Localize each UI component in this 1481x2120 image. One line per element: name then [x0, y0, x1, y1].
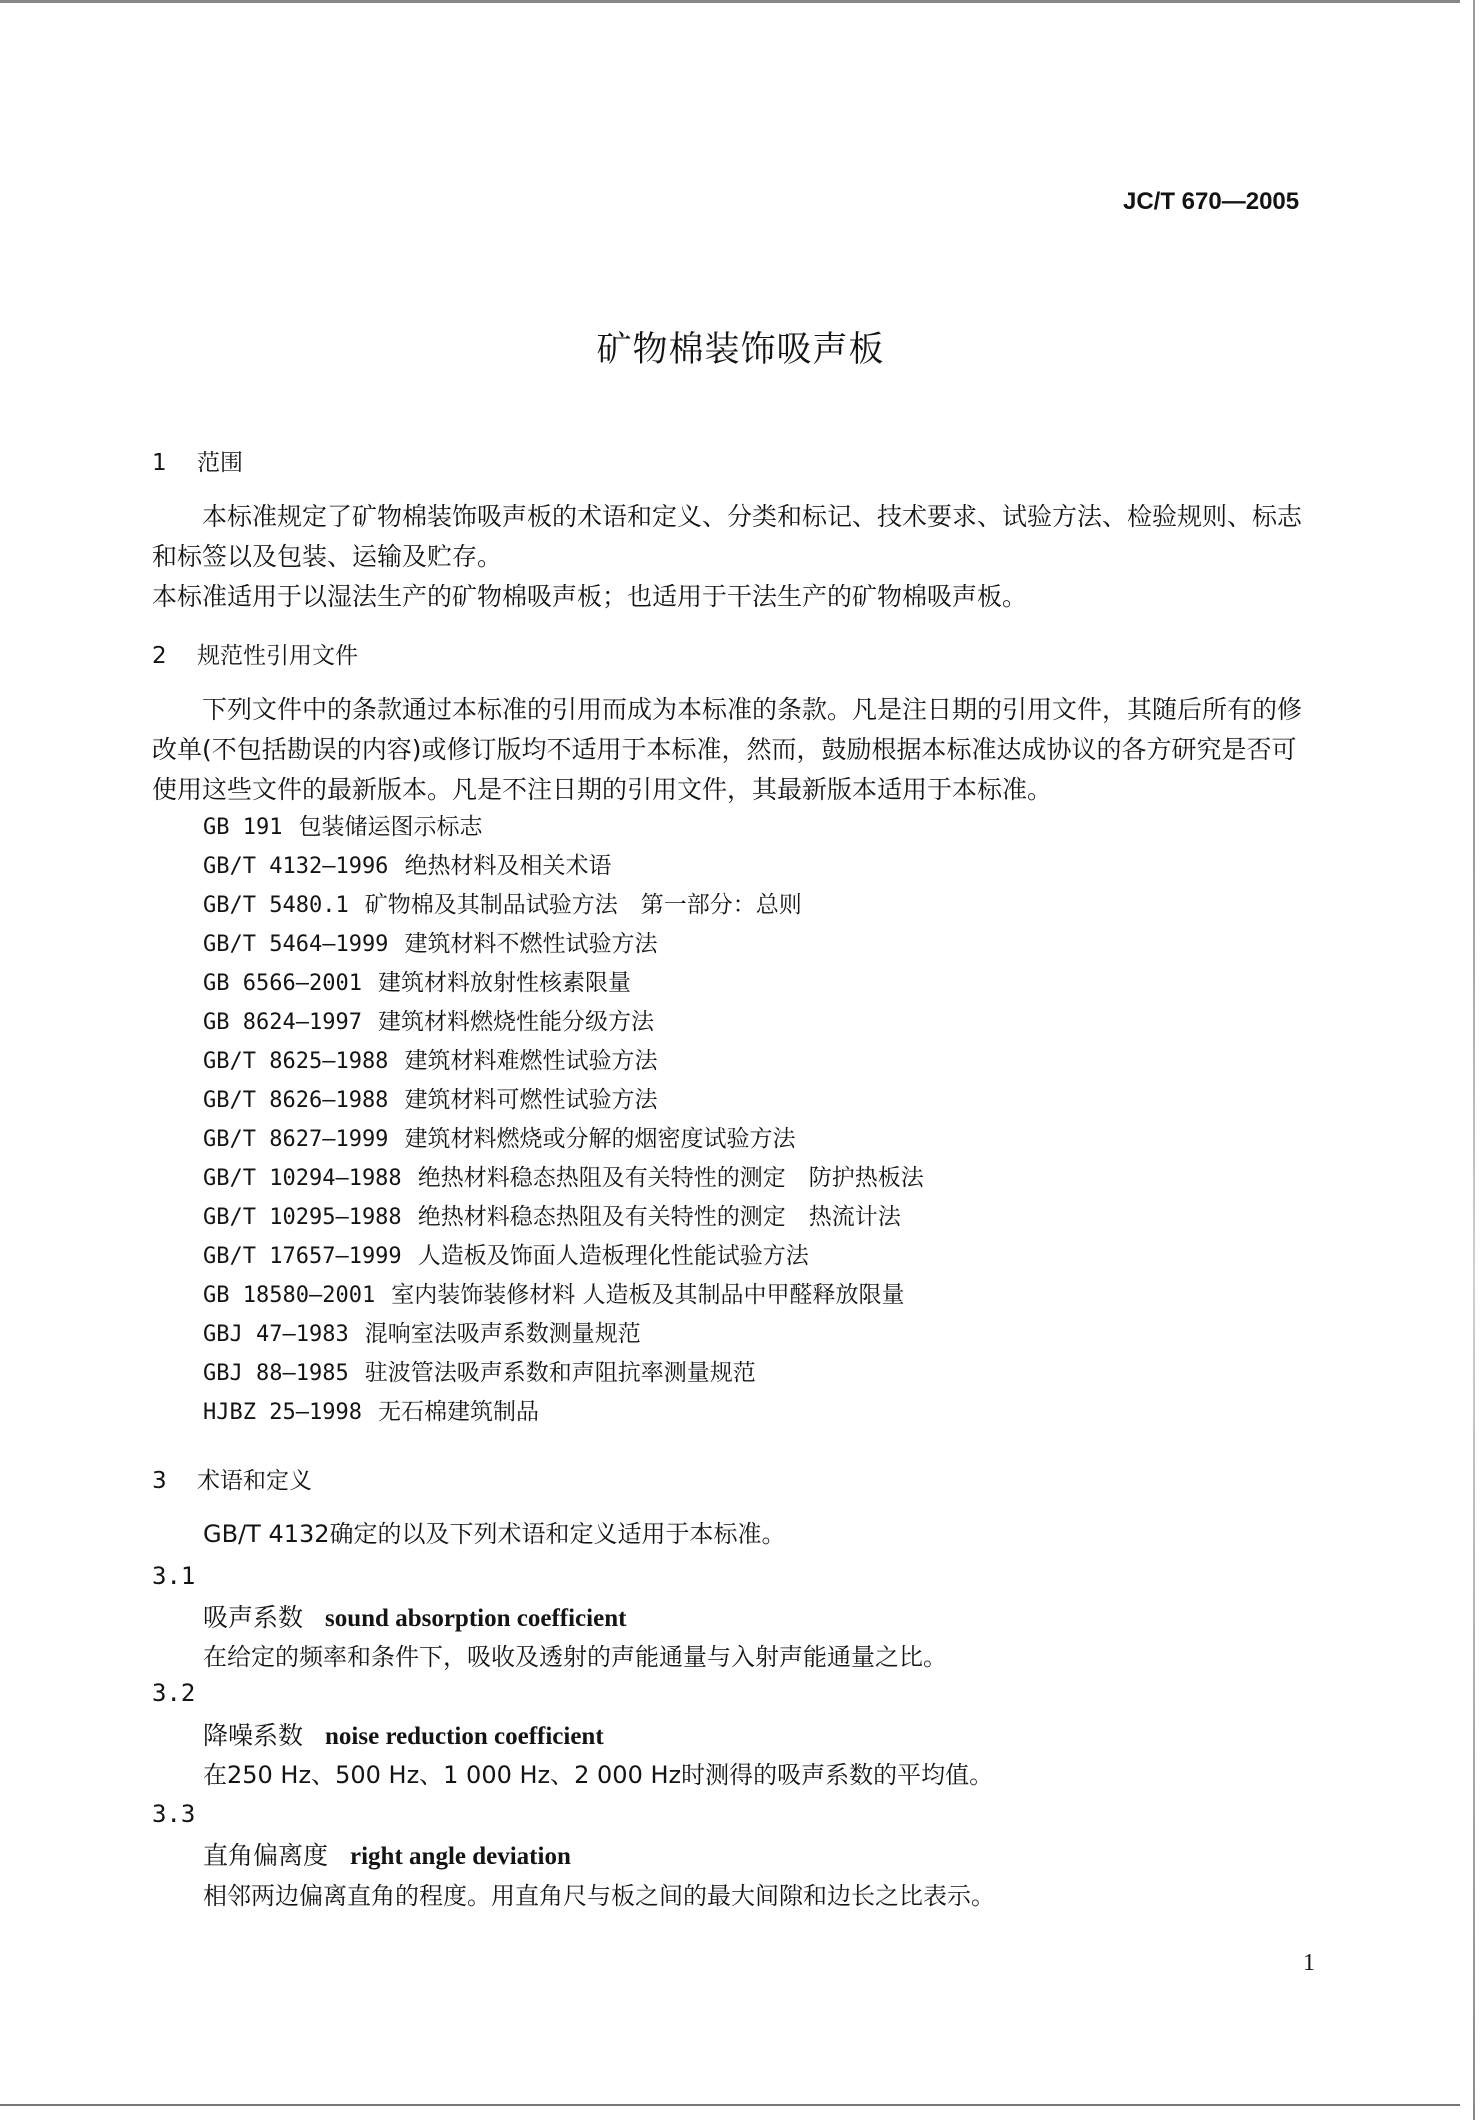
section-number: 3: [152, 1468, 167, 1494]
term-zh: 降噪系数: [203, 1721, 304, 1750]
reference-item: GB 191 包装储运图示标志: [203, 814, 483, 840]
section-title: 范围: [197, 450, 243, 476]
reference-item: GB 18580—2001 室内装饰装修材料 人造板及其制品中甲醛释放限量: [203, 1282, 905, 1308]
reference-item: GB/T 17657—1999 人造板及饰面人造板理化性能试验方法: [203, 1243, 809, 1269]
terms-intro: GB/T 4132确定的以及下列术语和定义适用于本标准。: [203, 1520, 786, 1548]
term-number: 3.1: [152, 1562, 196, 1590]
reference-item: GBJ 88—1985 驻波管法吸声系数和声阻抗率测量规范: [203, 1360, 756, 1386]
section-number: 1: [152, 450, 167, 476]
term-zh: 直角偏离度: [203, 1841, 329, 1870]
section-heading-normative: [152, 637, 358, 670]
reference-item: GB/T 5464—1999 建筑材料不燃性试验方法: [203, 931, 658, 957]
term-definition: 在给定的频率和条件下，吸收及透射的声能通量与入射声能通量之比。: [203, 1643, 947, 1671]
scope-paragraph-2: 本标准适用于以湿法生产的矿物棉吸声板；也适用于干法生产的矿物棉吸声板。: [152, 582, 1028, 611]
term-definition: 在250 Hz、500 Hz、1 000 Hz、2 000 Hz时测得的吸声系数的平均值。: [203, 1761, 994, 1789]
term-en: sound absorption coefficient: [325, 1605, 627, 1632]
document-code: JC/T 670—2005: [1123, 188, 1300, 215]
reference-item: GB/T 4132—1996 绝热材料及相关术语: [203, 853, 612, 879]
reference-item: GB/T 8625—1988 建筑材料难燃性试验方法: [203, 1048, 658, 1074]
term-heading: [203, 1598, 626, 1634]
reference-item: HJBZ 25—1998 无石棉建筑制品: [203, 1399, 539, 1425]
reference-item: GB/T 5480.1 矿物棉及其制品试验方法 第一部分：总则: [203, 892, 802, 918]
reference-item: GB 8624—1997 建筑材料燃烧性能分级方法: [203, 1009, 654, 1035]
right-edge-rule: [1473, 0, 1475, 2120]
term-heading: [203, 1836, 571, 1872]
scope-paragraph-1: 本标准规定了矿物棉装饰吸声板的术语和定义、分类和标记、技术要求、试验方法、检验规则、标志和标签以及包装、运输及贮存。: [152, 502, 1303, 571]
reference-item: GB/T 10294—1988 绝热材料稳态热阻及有关特性的测定 防护热板法: [203, 1165, 924, 1191]
normative-intro: 下列文件中的条款通过本标准的引用而成为本标准的条款。凡是注日期的引用文件，其随后所有的修改单(不包括勘误的内容)或修订版均不适用于本标准，然而，鼓励根据本标准达成协议的各方研究是否可使用这些文件的最新版本。凡是不注日期的引用文件，其最新版本适用于本标准。: [152, 695, 1303, 804]
term-zh: 吸声系数: [203, 1603, 304, 1632]
term-heading: [203, 1716, 604, 1752]
term-number: 3.2: [152, 1679, 196, 1707]
term-definition: 相邻两边偏离直角的程度。用直角尺与板之间的最大间隙和边长之比表示。: [203, 1882, 995, 1910]
section-title: 术语和定义: [197, 1468, 312, 1494]
page-number: 1: [1303, 1950, 1315, 1976]
reference-item: GB/T 8627—1999 建筑材料燃烧或分解的烟密度试验方法: [203, 1126, 796, 1152]
document-title: 矿物棉装饰吸声板: [596, 330, 885, 370]
section-heading-scope: [152, 444, 243, 477]
term-en: noise reduction coefficient: [325, 1723, 604, 1750]
reference-item: GB/T 10295—1988 绝热材料稳态热阻及有关特性的测定 热流计法: [203, 1204, 901, 1230]
term-number: 3.3: [152, 1800, 196, 1828]
bottom-edge-rule: [0, 2104, 1460, 2106]
reference-item: GBJ 47—1983 混响室法吸声系数测量规范: [203, 1321, 641, 1347]
term-en: right angle deviation: [350, 1843, 571, 1870]
section-title: 规范性引用文件: [197, 643, 358, 669]
reference-item: GB 6566—2001 建筑材料放射性核素限量: [203, 970, 631, 996]
section-number: 2: [152, 643, 167, 669]
reference-item: GB/T 8626—1988 建筑材料可燃性试验方法: [203, 1087, 658, 1113]
section-heading-terms: [152, 1462, 312, 1495]
top-edge-rule: [0, 0, 1460, 3]
